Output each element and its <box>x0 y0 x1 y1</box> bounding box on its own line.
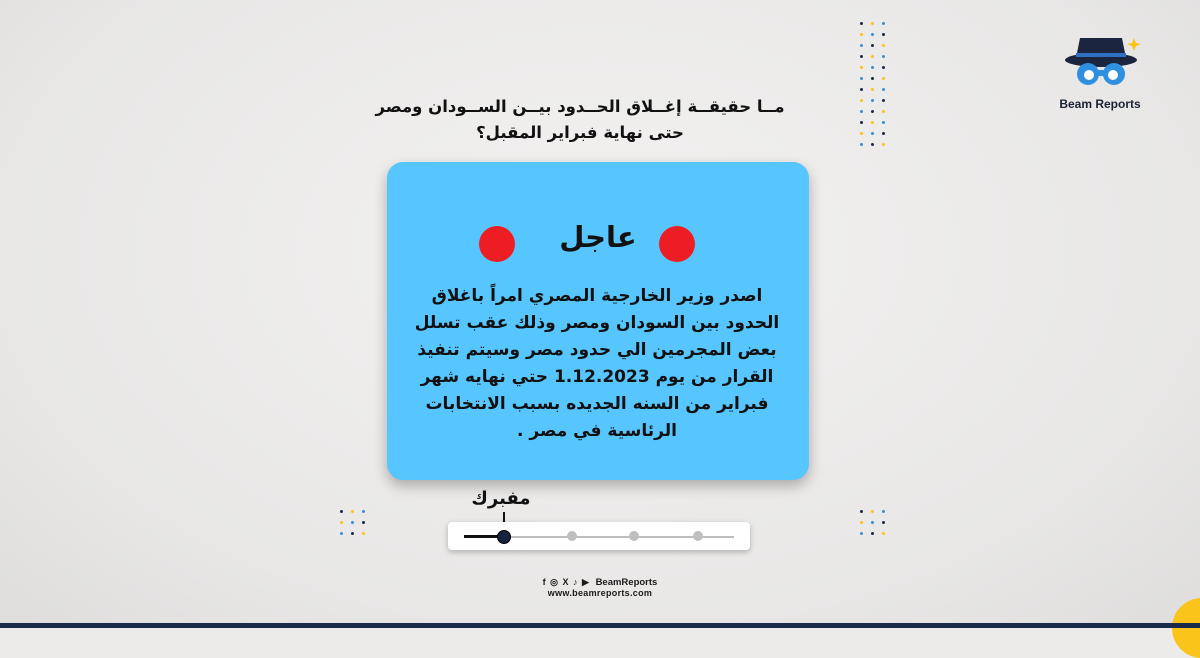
decor-dot <box>860 44 863 47</box>
decor-dots-top-right <box>860 22 890 152</box>
decor-dot <box>882 143 885 146</box>
decor-dot <box>860 55 863 58</box>
decor-dot <box>871 121 874 124</box>
verdict-pointer <box>503 512 505 522</box>
verdict-scale <box>448 522 750 550</box>
decor-dot <box>871 33 874 36</box>
detective-hat-glasses-icon <box>1040 30 1160 100</box>
decor-dot <box>860 99 863 102</box>
decor-dots-bottom-right <box>860 510 890 544</box>
verdict-stop <box>693 531 703 541</box>
urgent-news-card <box>387 162 809 480</box>
decor-dot <box>860 532 863 535</box>
decor-dot <box>882 66 885 69</box>
decor-dot <box>882 44 885 47</box>
decor-dot <box>351 510 354 513</box>
decor-dot <box>882 532 885 535</box>
decor-dot <box>882 121 885 124</box>
decor-dot <box>871 44 874 47</box>
decor-dot <box>860 132 863 135</box>
decor-dot <box>871 22 874 25</box>
social-row <box>535 577 665 588</box>
decor-dot <box>882 88 885 91</box>
headline-line-2: حتى نهاية فبراير المقبل؟ <box>476 123 684 142</box>
decor-dot <box>860 521 863 524</box>
decor-dot <box>871 532 874 535</box>
decor-dot <box>362 532 365 535</box>
decor-dot <box>871 88 874 91</box>
headline <box>330 94 830 146</box>
decor-dot <box>860 121 863 124</box>
verdict-label: مفبرك <box>471 488 531 509</box>
decor-dot <box>860 66 863 69</box>
decor-dot <box>882 55 885 58</box>
decor-dot <box>351 532 354 535</box>
decor-dot <box>871 55 874 58</box>
decor-dot <box>882 22 885 25</box>
decor-dot <box>871 510 874 513</box>
verdict-stop-active <box>497 530 511 544</box>
decor-dot <box>871 132 874 135</box>
decor-dot <box>860 77 863 80</box>
decor-dot <box>882 110 885 113</box>
decor-dot <box>362 510 365 513</box>
decor-dot <box>882 77 885 80</box>
decor-dot <box>860 22 863 25</box>
decor-dot <box>340 532 343 535</box>
decor-dot <box>882 510 885 513</box>
verdict-stop <box>567 531 577 541</box>
card-title: عاجل <box>559 220 637 254</box>
decor-dot <box>362 521 365 524</box>
decor-dot <box>871 110 874 113</box>
decor-dot <box>340 510 343 513</box>
social-handle: BeamReports <box>595 577 658 588</box>
decor-dot <box>860 88 863 91</box>
decor-dot <box>882 33 885 36</box>
decor-dot <box>860 33 863 36</box>
decor-dot <box>860 143 863 146</box>
decor-dot <box>871 99 874 102</box>
card-text: اصدر وزير الخارجية المصري امراً باغلاق الحدود بين السودان ومصر وذلك عقب تسلل بعض المجرمين الي حدود مصر وسيتم تنفيذ القرار من يوم 1.12.2023 حتي نهايه شهر فبراير من السنه الجديده بسبب الانتخابات الرئاسية في مصر . <box>414 286 780 441</box>
decor-dot <box>871 77 874 80</box>
decor-dot <box>860 510 863 513</box>
headline-line-1: مــا حقيقــة إغــلاق الحــدود بيــن الســودان ومصر <box>375 97 785 116</box>
decor-dots-bottom-left <box>340 510 370 544</box>
website-url: www.beamreports.com <box>547 588 653 598</box>
decor-dot <box>871 143 874 146</box>
decor-dot <box>860 110 863 113</box>
red-marker-right <box>659 226 695 262</box>
social-icons: f ◎ X ♪ ▶ <box>542 577 590 587</box>
decor-dot <box>351 521 354 524</box>
decor-dot <box>871 66 874 69</box>
decor-dot <box>882 132 885 135</box>
brand-name: Beam Reports <box>1059 97 1141 111</box>
decor-dot <box>340 521 343 524</box>
decor-dot <box>882 99 885 102</box>
bottom-bar <box>0 623 1200 628</box>
decor-dot <box>882 521 885 524</box>
decor-dot <box>871 521 874 524</box>
verdict-stop <box>629 531 639 541</box>
